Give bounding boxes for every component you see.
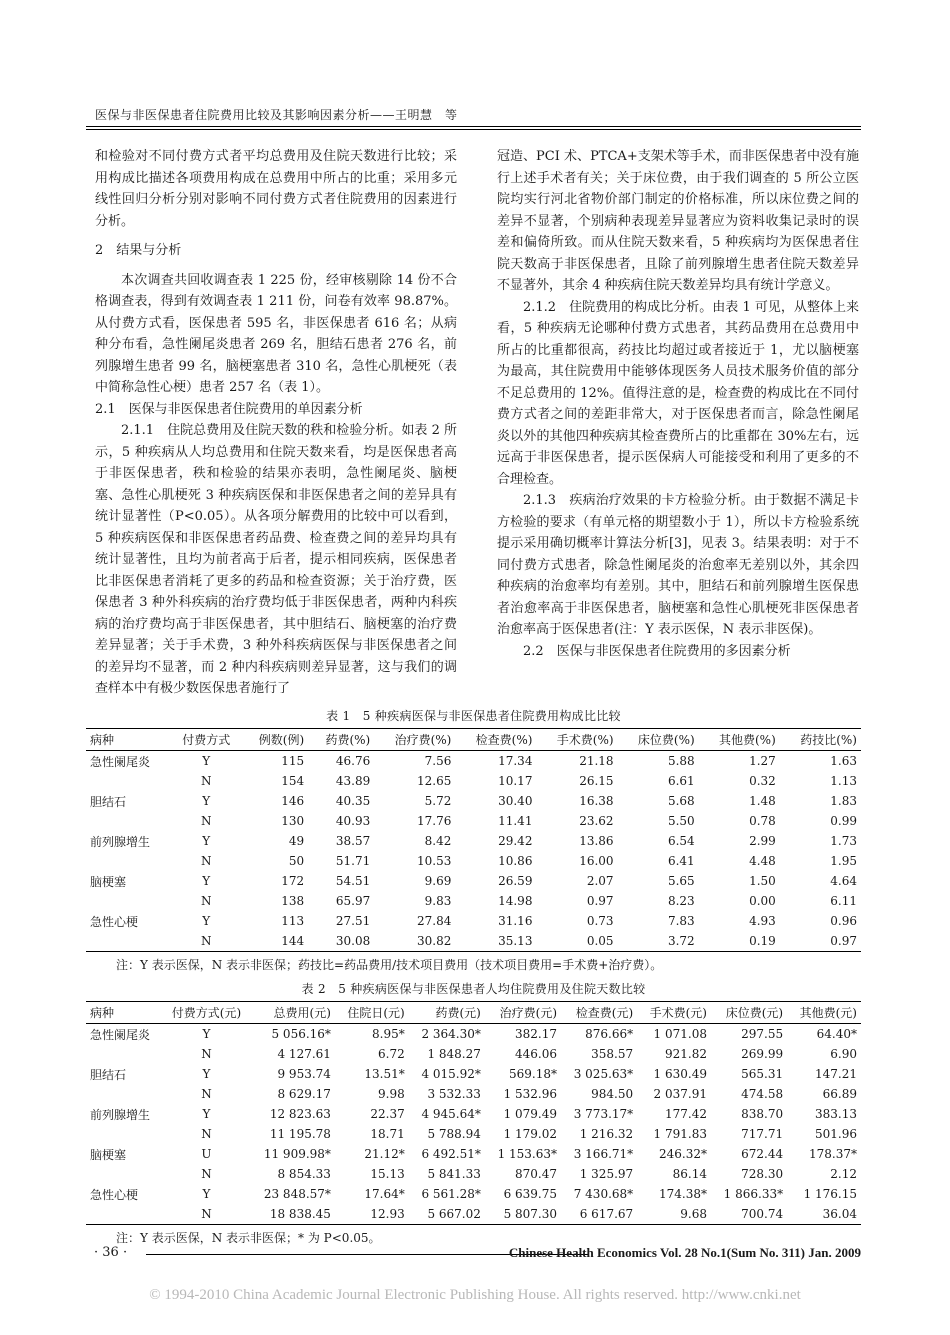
- page-number: · 36 ·: [94, 1245, 128, 1260]
- table-cell: 8.23: [667, 894, 695, 908]
- table-cell: 30.40: [498, 794, 533, 808]
- table-cell: [86, 1164, 163, 1184]
- copyright-notice: © 1994-2010 China Academic Journal Electronic Publishing House. All rights reserved. http://www.cnki.net: [149, 1287, 801, 1303]
- table-caption: 表 2 5 种疾病医保与非医保患者人均住院费用及住院天数比较: [301, 982, 646, 996]
- table-header-row: [86, 729, 861, 751]
- table-cell: 3.72: [667, 934, 695, 948]
- table-row: [86, 1204, 861, 1225]
- table-cell: 838.70: [741, 1107, 784, 1121]
- table-note: 注：Y 表示医保，N 表示非医保；药技比=药品费用/技术项目费用（技术项目费用=手术费+治疗费）。: [116, 958, 663, 972]
- table-note: 注：Y 表示医保，N 表示非医保；* 为 P<0.05。: [116, 1231, 381, 1245]
- table-cell: N: [201, 1207, 212, 1221]
- table-cell: 38.57: [335, 834, 371, 848]
- running-header: 医保与非医保患者住院费用比较及其影响因素分析——王明慧 等: [95, 108, 458, 122]
- table-cell: 1.27: [749, 754, 776, 768]
- table-cell: 6.72: [378, 1047, 405, 1061]
- table-cell: 0.97: [586, 894, 614, 908]
- table-cell: 1.95: [830, 854, 857, 868]
- table-row: [86, 911, 861, 931]
- table-cell: [86, 891, 171, 911]
- header-rule-bottom: [86, 129, 861, 130]
- table-cell: 2.99: [749, 834, 776, 848]
- table-cell: 12.65: [416, 774, 452, 788]
- table-cell: 921.82: [664, 1047, 707, 1061]
- table-cell: 1 848.27: [427, 1047, 481, 1061]
- table-cell: 4 127.61: [277, 1047, 331, 1061]
- table-cell: Y: [202, 874, 211, 888]
- column-header: 付费方式: [182, 733, 231, 747]
- table-cell: 6.11: [830, 894, 857, 908]
- table-header-row: [86, 1002, 861, 1024]
- paragraph: 2.1.2 住院费用的构成比分析。由表 1 可见，从整体上来看，5 种疾病无论哪种付费方式患者，其药品费用在总费用中所占的比重都很高，药技比均超过或者接近于 1，尤以脑梗塞为最高，其住院费用中能够体现医务人员技术服务价值的部分不足总费用的 12%。值得注意的是，检查费的构成比在不同付费方式者之间的差距非常大，对于医保患者而言，除急性阑尾炎以外的其他四种疾病其检查费所占的比重都在 30%左右，远远高于非医保患者，提示医保病人可能接受和利用了更多的不合理检查。: [497, 299, 859, 487]
- table-cell: 177.42: [664, 1107, 707, 1121]
- table-cell: 27.84: [416, 914, 452, 928]
- table-cell: N: [200, 854, 212, 868]
- table-cell: [86, 851, 171, 871]
- table-cell: 27.51: [335, 914, 371, 928]
- table-cell: 35.13: [498, 934, 533, 948]
- table-cell: 36.04: [822, 1207, 857, 1221]
- table-cell: 113: [281, 914, 305, 928]
- table-cell: 0.73: [586, 914, 614, 928]
- table-cell: 急性阑尾炎: [90, 1027, 151, 1042]
- table-cell: 10.17: [498, 774, 533, 788]
- table-cell: 1 630.49: [653, 1067, 707, 1081]
- table-cell: 1 532.96: [503, 1087, 558, 1101]
- table-cell: 0.96: [830, 914, 857, 928]
- table-cell: 7.83: [667, 914, 695, 928]
- table-cell: 2.07: [586, 874, 614, 888]
- table-cell: 17.64*: [364, 1187, 405, 1201]
- table-cell: 174.38*: [658, 1187, 707, 1201]
- table-cell: 672.44: [741, 1147, 784, 1161]
- column-header: 治疗费(元): [499, 1006, 558, 1020]
- table-cell: 8.42: [424, 834, 452, 848]
- table-cell: N: [200, 774, 212, 788]
- table-cell: 4 945.64*: [421, 1107, 481, 1121]
- table-cell: 前列腺增生: [90, 1107, 151, 1122]
- table-cell: 17.34: [498, 754, 533, 768]
- table-cell: Y: [202, 1187, 211, 1201]
- table-cell: 14.98: [498, 894, 533, 908]
- table-cell: 172: [281, 874, 305, 888]
- table-cell: 9.69: [424, 874, 452, 888]
- table-row: [86, 1024, 861, 1045]
- table-cell: 急性心梗: [90, 914, 139, 929]
- table-cell: 5 056.16*: [271, 1027, 331, 1041]
- table-cell: 40.93: [335, 814, 371, 828]
- table-cell: 7 430.68*: [573, 1187, 634, 1201]
- table-cell: 9.68: [680, 1207, 707, 1221]
- table-cell: 383.13: [815, 1107, 857, 1121]
- table-cell: 6.90: [830, 1047, 857, 1061]
- table-cell: 5 667.02: [427, 1207, 481, 1221]
- table-cell: 5.72: [424, 794, 452, 808]
- table-cell: 50: [288, 854, 305, 868]
- table-cell: 23 848.57*: [263, 1187, 331, 1201]
- page-footer: [86, 1245, 861, 1265]
- table-cell: N: [200, 814, 212, 828]
- journal-name: Chinese Health Economics Vol. 28 No.1(Sum No. 311) Jan. 2009: [508, 1245, 861, 1260]
- column-header: 手术费(元): [649, 1006, 707, 1020]
- table-cell: 358.57: [591, 1047, 634, 1061]
- column-header: 付费方式(元): [171, 1006, 242, 1020]
- table-cell: 501.96: [815, 1127, 857, 1141]
- table-cell: 22.37: [370, 1107, 405, 1121]
- table-caption: 表 1 5 种疾病医保与非医保患者住院费用构成比比较: [326, 709, 621, 723]
- table-cell: 9 953.74: [277, 1067, 331, 1081]
- table-cell: 728.30: [741, 1167, 784, 1181]
- table-cell: 1.48: [749, 794, 776, 808]
- table-cell: 12.93: [370, 1207, 405, 1221]
- column-header: 病种: [90, 733, 115, 747]
- table-2: [86, 980, 861, 1246]
- table-cell: 1 176.15: [803, 1187, 857, 1201]
- column-header: 床位费(元): [725, 1006, 784, 1020]
- table-cell: 144: [281, 934, 305, 948]
- table-cell: 13.86: [579, 834, 614, 848]
- table-cell: 1.63: [830, 754, 857, 768]
- table-cell: 64.40*: [816, 1027, 857, 1041]
- table-cell: Y: [202, 834, 211, 848]
- table-cell: 16.00: [579, 854, 614, 868]
- table-cell: 66.89: [822, 1087, 857, 1101]
- table-row: [86, 931, 861, 952]
- table-cell: 29.42: [498, 834, 533, 848]
- table-row: [86, 1124, 861, 1144]
- table-cell: 0.00: [749, 894, 776, 908]
- table-cell: 6.61: [667, 774, 695, 788]
- table-cell: 43.89: [335, 774, 371, 788]
- table-cell: 6.41: [667, 854, 695, 868]
- table-cell: N: [201, 1167, 212, 1181]
- table-row: [86, 751, 861, 772]
- table-cell: 31.16: [498, 914, 533, 928]
- table-cell: 178.37*: [809, 1147, 857, 1161]
- table-cell: 6 492.51*: [421, 1147, 481, 1161]
- table-cell: 16.38: [579, 794, 614, 808]
- table-cell: [86, 1044, 163, 1064]
- table-cell: 11.41: [498, 814, 533, 828]
- subsection-heading: 2.1 医保与非医保患者住院费用的单因素分析: [95, 401, 363, 417]
- table-cell: 876.66*: [585, 1027, 634, 1041]
- table-cell: 15.13: [370, 1167, 405, 1181]
- table-cell: 1 325.97: [579, 1167, 634, 1181]
- column-header: 药技比(%): [800, 733, 857, 747]
- paragraph: 2.1.1 住院总费用及住院天数的秩和检验分析。如表 2 所示，5 种疾病从人均总费用和住院天数来看，均是医保患者高于非医保患者，秩和检验的结果亦表明，急性阑尾炎、脑梗塞、急性心肌梗死 3 种疾病医保和非医保患者之间的差异具有统计显著性（P<0.05）。从各项分解费用的比较中可以看到，5 种疾病医保和非医保患者药品费、检查费之间的差异均具有统计显著性，且均为前者高于后者，提示相同疾病，医保患者比非医保患者消耗了更多的药品和检查资源；关于治疗费，医保患者 3 种外科疾病的治疗费均低于非医保患者，两种内科疾病的治疗费均高于非医保患者，其中胆结石、脑梗塞的治疗费差异显著；关于手术费，3 种外科疾病医保与非医保患者之间的差异均不显著，而 2 种内科疾病则差异显著，这与我们的调查样本中有极少数医保患者施行了: [95, 423, 457, 696]
- table-row: [86, 831, 861, 851]
- paragraph: 冠造、PCI 术、PTCA+支架术等手术，而非医保患者中没有施行上述手术者有关；关于床位费，由于我们调查的 5 所公立医院均实行河北省物价部门制定的价格标准，所以床位费之间的差异不显著，个别病种表现差异显著应为资料收集记录时的误差和偏倚所致。而从住院天数来看，5 种疾病均为医保患者住院天数高于非医保患者，且除了前列腺增生患者住院天数差异不显著外，其余 4 种疾病住院天数差异均具有统计学意义。: [497, 149, 859, 293]
- left-column: [95, 146, 457, 700]
- table-cell: 11 195.78: [269, 1127, 331, 1141]
- table-cell: 5.88: [667, 754, 695, 768]
- table-cell: 0.32: [749, 774, 776, 788]
- table-cell: 26.15: [579, 774, 614, 788]
- table-cell: 2 364.30*: [421, 1027, 481, 1041]
- table-cell: [86, 1124, 163, 1144]
- table-cell: 147.21: [815, 1067, 857, 1081]
- table-cell: 0.05: [586, 934, 614, 948]
- subsection-heading: 2.2 医保与非医保患者住院费用的多因素分析: [523, 643, 791, 659]
- table-cell: 5 788.94: [427, 1127, 481, 1141]
- table-cell: 700.74: [741, 1207, 784, 1221]
- table-cell: 0.78: [749, 814, 776, 828]
- table-cell: 胆结石: [90, 1067, 127, 1082]
- table-cell: 3 773.17*: [573, 1107, 634, 1121]
- table-cell: 154: [281, 774, 305, 788]
- right-column: [497, 146, 859, 662]
- table-cell: 6 617.67: [579, 1207, 634, 1221]
- table-cell: 5 807.30: [503, 1207, 558, 1221]
- table-cell: N: [201, 1087, 212, 1101]
- column-header: 病种: [90, 1006, 115, 1020]
- column-header: 药费(元): [435, 1006, 481, 1020]
- data-table: [86, 728, 861, 952]
- table-cell: 6.54: [667, 834, 695, 848]
- table-cell: N: [201, 1047, 212, 1061]
- table-cell: 10.86: [498, 854, 533, 868]
- table-cell: 脑梗塞: [90, 874, 127, 889]
- table-cell: 1 079.49: [503, 1107, 558, 1121]
- table-row: [86, 871, 861, 891]
- table-cell: 2 037.91: [653, 1087, 707, 1101]
- table-cell: 23.62: [579, 814, 614, 828]
- table-cell: [86, 771, 171, 791]
- table-cell: 146: [281, 794, 305, 808]
- table-row: [86, 1084, 861, 1104]
- table-cell: 138: [281, 894, 305, 908]
- section-heading: 2 结果与分析: [95, 243, 182, 258]
- table-cell: 5.50: [667, 814, 695, 828]
- table-cell: 急性阑尾炎: [90, 754, 151, 769]
- table-cell: 269.99: [741, 1047, 784, 1061]
- table-cell: [86, 931, 171, 952]
- table-cell: 40.35: [335, 794, 371, 808]
- table-row: [86, 1144, 861, 1164]
- table-cell: 569.18*: [509, 1067, 558, 1081]
- table-row: [86, 1104, 861, 1124]
- table-cell: 870.47: [515, 1167, 558, 1181]
- table-cell: 1 071.08: [653, 1027, 707, 1041]
- table-cell: 51.71: [335, 854, 371, 868]
- table-cell: 前列腺增生: [90, 834, 151, 849]
- table-cell: 5.65: [667, 874, 695, 888]
- table-row: [86, 1164, 861, 1184]
- column-header: 检查费(%): [475, 733, 533, 747]
- table-cell: 26.59: [498, 874, 533, 888]
- table-cell: 6 639.75: [503, 1187, 558, 1201]
- table-cell: 30.82: [416, 934, 452, 948]
- table-cell: 1 791.83: [653, 1127, 707, 1141]
- table-cell: 21.18: [579, 754, 614, 768]
- column-header: 检查费(元): [575, 1006, 634, 1020]
- table-cell: 1.73: [830, 834, 857, 848]
- table-cell: 2.12: [830, 1167, 857, 1181]
- table-cell: 12 823.63: [269, 1107, 331, 1121]
- column-header: 例数(例): [258, 733, 305, 747]
- table-cell: 4 015.92*: [421, 1067, 481, 1081]
- column-header: 手术费(%): [556, 733, 614, 747]
- table-cell: 297.55: [741, 1027, 784, 1041]
- paragraph: 和检验对不同付费方式者平均总费用及住院天数进行比较；采用构成比描述各项费用构成在总费用中所占的比重；采用多元线性回归分析分别对影响不同付费方式者住院费用的因素进行分析。: [95, 149, 457, 229]
- table-cell: 1 179.02: [503, 1127, 558, 1141]
- table-cell: 0.97: [830, 934, 857, 948]
- table-cell: 7.56: [424, 754, 452, 768]
- table-cell: U: [201, 1147, 212, 1161]
- table-cell: 382.17: [515, 1027, 558, 1041]
- table-cell: 1.50: [749, 874, 776, 888]
- table-cell: 21.12*: [364, 1147, 405, 1161]
- table-cell: N: [200, 894, 212, 908]
- table-cell: Y: [202, 914, 211, 928]
- table-cell: 4.48: [749, 854, 776, 868]
- table-cell: 10.53: [416, 854, 452, 868]
- table-cell: 3 025.63*: [573, 1067, 634, 1081]
- header-rule-top: [86, 126, 861, 127]
- paragraph: 2.1.3 疾病治疗效果的卡方检验分析。由于数据不满足卡方检验的要求（有单元格的期望数小于 1），所以卡方检验系统提示采用确切概率计算法分析[3]，见表 3。结果表明：对于不同付费方式患者，除急性阑尾炎的治愈率无差别以外，其余四种疾病的治愈率均有差别。其中，胆结石和前列腺增生医保患者治愈率高于非医保患者，脑梗塞和急性心肌梗死非医保患者治愈率高于医保患者(注：Y 表示医保，N 表示非医保)。: [497, 493, 859, 637]
- column-header: 住院日(元): [347, 1006, 405, 1020]
- table-cell: 11 909.98*: [263, 1147, 331, 1161]
- data-table: [86, 1001, 861, 1225]
- paragraph: 本次调查共回收调查表 1 225 份，经审核剔除 14 份不合格调查表，得到有效调查表 1 211 份，问卷有效率 98.87%。从付费方式看，医保患者 595 名，非医保患者 616 名；从病种分布看，急性阑尾炎患者 269 名，胆结石患者 276 名，前列腺增生患者 99 名，脑梗塞患者 310 名，急性心肌梗死（表中简称急性心梗）患者 257 名（表 1）。: [95, 272, 457, 395]
- table-cell: 9.98: [378, 1087, 405, 1101]
- table-cell: 130: [281, 814, 305, 828]
- table-cell: 胆结石: [90, 794, 127, 809]
- table-cell: 8.95*: [372, 1027, 405, 1041]
- table-cell: 1 866.33*: [723, 1187, 784, 1201]
- table-cell: 86.14: [672, 1167, 707, 1181]
- table-cell: 5 841.33: [427, 1167, 481, 1181]
- table-cell: 717.71: [741, 1127, 784, 1141]
- table-cell: 3 166.71*: [573, 1147, 634, 1161]
- table-cell: 18 838.45: [269, 1207, 331, 1221]
- table-cell: Y: [202, 1027, 211, 1041]
- table-cell: 急性心梗: [90, 1187, 139, 1202]
- table-row: [86, 851, 861, 871]
- table-row: [86, 1184, 861, 1204]
- table-cell: 565.31: [741, 1067, 784, 1081]
- table-cell: 246.32*: [658, 1147, 707, 1161]
- table-row: [86, 791, 861, 811]
- table-cell: [86, 811, 171, 831]
- table-cell: Y: [202, 794, 211, 808]
- table-row: [86, 771, 861, 791]
- table-cell: 474.58: [741, 1087, 784, 1101]
- table-cell: 9.83: [424, 894, 452, 908]
- table-cell: [86, 1204, 163, 1225]
- table-cell: 54.51: [335, 874, 371, 888]
- table-cell: 18.71: [370, 1127, 405, 1141]
- table-cell: 0.19: [749, 934, 776, 948]
- table-row: [86, 1044, 861, 1064]
- table-cell: 4.64: [830, 874, 857, 888]
- table-cell: 1 153.63*: [497, 1147, 558, 1161]
- column-header: 总费用(元): [273, 1006, 331, 1020]
- table-cell: 1.13: [830, 774, 857, 788]
- table-cell: 6 561.28*: [421, 1187, 481, 1201]
- column-header: 其他费(元): [799, 1006, 857, 1020]
- table-cell: 17.76: [416, 814, 452, 828]
- table-1: [86, 707, 861, 973]
- table-cell: N: [200, 934, 212, 948]
- table-cell: 0.99: [830, 814, 857, 828]
- table-cell: 49: [288, 834, 305, 848]
- table-cell: 984.50: [591, 1087, 634, 1101]
- table-cell: 65.97: [335, 894, 371, 908]
- table-cell: 3 532.33: [427, 1087, 481, 1101]
- table-cell: 13.51*: [364, 1067, 405, 1081]
- table-cell: 4.93: [749, 914, 776, 928]
- table-row: [86, 891, 861, 911]
- table-cell: 46.76: [335, 754, 371, 768]
- table-cell: 8 629.17: [277, 1087, 331, 1101]
- table-cell: Y: [202, 1067, 211, 1081]
- table-cell: 115: [281, 754, 305, 768]
- table-cell: Y: [202, 754, 211, 768]
- column-header: 其他费(%): [719, 733, 776, 747]
- table-cell: 446.06: [515, 1047, 558, 1061]
- table-cell: 8 854.33: [277, 1167, 331, 1181]
- table-cell: 5.68: [667, 794, 695, 808]
- table-row: [86, 811, 861, 831]
- table-cell: 1 216.32: [579, 1127, 634, 1141]
- table-cell: [86, 1084, 163, 1104]
- table-cell: 1.83: [830, 794, 857, 808]
- column-header: 药费(%): [325, 733, 371, 747]
- table-cell: N: [201, 1127, 212, 1141]
- table-cell: 脑梗塞: [90, 1147, 127, 1162]
- column-header: 床位费(%): [637, 733, 695, 747]
- table-cell: Y: [202, 1107, 211, 1121]
- column-header: 治疗费(%): [394, 733, 452, 747]
- table-cell: 30.08: [335, 934, 371, 948]
- table-row: [86, 1064, 861, 1084]
